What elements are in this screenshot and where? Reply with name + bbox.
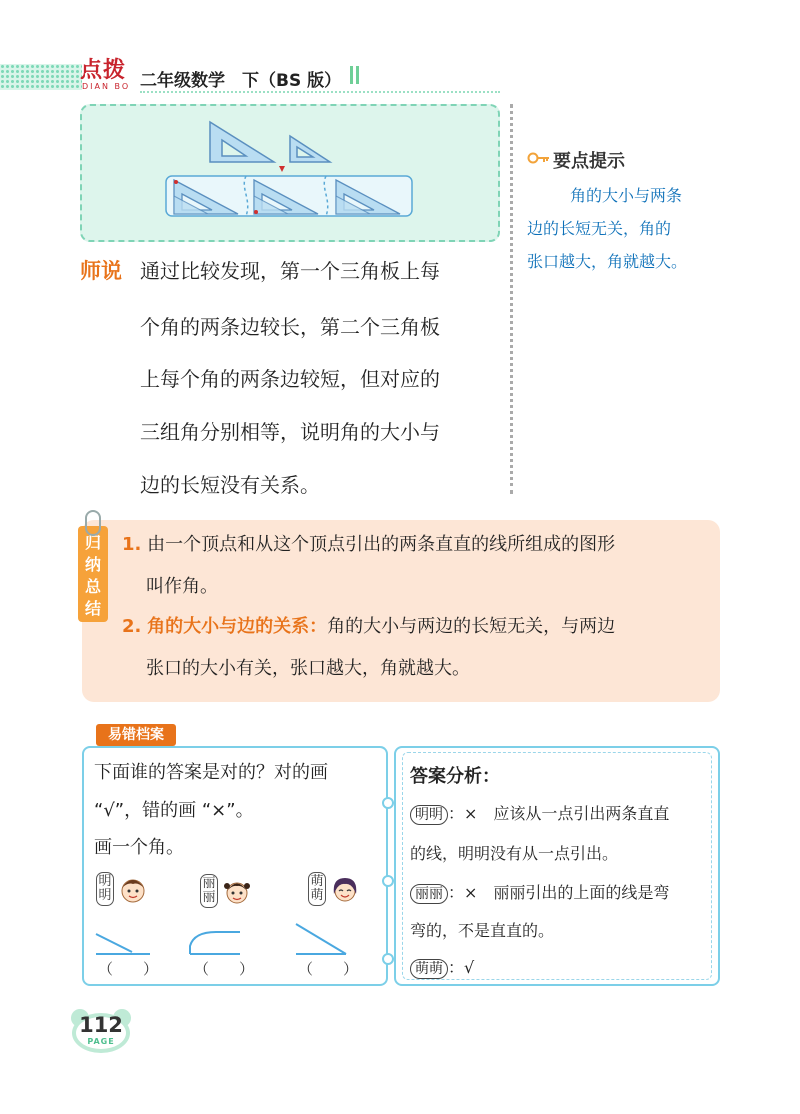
analysis-text: ：√ <box>448 958 475 977</box>
summary-item-text: 由一个顶点和从这个顶点引出的两条直直的线所组成的图形 <box>147 534 616 555</box>
kid-name-tag: 萌萌 <box>308 872 326 906</box>
analysis-text: ：× 丽丽引出的上面的线是弯 <box>448 883 670 902</box>
teacher-text-line: 通过比较发现，第一个三角板上每 <box>140 259 440 283</box>
tips-text-line: 角的大小与两条 <box>570 186 683 205</box>
mengmeng-angle-line <box>296 924 346 954</box>
summary-tab <box>78 526 108 622</box>
summary-item-number: 1. <box>122 534 142 555</box>
summary-item-number: 2. <box>122 616 142 637</box>
question-text-line: 画一个角。 <box>94 837 184 858</box>
summary-tab-char: 纳 <box>84 555 101 574</box>
header-decor-strip <box>0 64 82 90</box>
brand-logo-cn: 点拨 <box>80 57 127 83</box>
summary-tab-char: 结 <box>84 599 101 618</box>
analysis-line: 弯的，不是直直的。 <box>410 921 555 940</box>
summary-item-1-cont: 叫作角。 <box>146 576 218 597</box>
boy-avatar-icon <box>118 874 148 904</box>
summary-item-1 <box>122 530 615 556</box>
paper-clip-icon <box>85 510 101 536</box>
tips-text-line: 边的长短无关，角的 <box>527 219 672 238</box>
answer-bracket[interactable]: （ ） <box>194 960 255 978</box>
binder-ring-icon <box>382 953 394 965</box>
question-text-line: 下面谁的答案是对的？对的画 <box>94 762 328 783</box>
summary-tab-char: 总 <box>84 577 101 596</box>
triangle-comparison-figure <box>80 104 500 242</box>
teacher-text-line: 个角的两条边较长，第二个三角板 <box>140 315 440 339</box>
answer-bracket[interactable]: （ ） <box>98 960 159 978</box>
header-bars-decor <box>350 66 362 84</box>
column-divider <box>510 104 513 494</box>
binder-ring-icon <box>382 797 394 809</box>
mingming-angle-line <box>96 934 132 952</box>
teacher-says-label: 师说 <box>80 259 122 283</box>
page-label: PAGE <box>87 1037 115 1046</box>
book-title: 二年级数学 下（BS 版） <box>140 71 342 91</box>
teacher-text-line: 三组角分别相等，说明角的大小与 <box>140 420 440 444</box>
analysis-line <box>410 955 474 979</box>
angle-drawings <box>90 920 380 960</box>
analysis-name-tag: 明明 <box>410 805 448 825</box>
girl-avatar-icon <box>222 876 252 906</box>
binder-ring-icon <box>382 875 394 887</box>
tips-text-line: 张口越大，角就越大。 <box>527 252 688 271</box>
analysis-line <box>410 880 669 904</box>
teacher-text-line: 边的长短没有关系。 <box>140 473 320 497</box>
arrow-down-icon <box>279 166 285 172</box>
teacher-text-line: 上每个角的两条边较短，但对应的 <box>140 367 440 391</box>
analysis-line: 的线，明明没有从一点引出。 <box>410 844 619 863</box>
mistake-file-tag: 易错档案 <box>96 724 176 746</box>
analysis-line <box>410 801 669 825</box>
analysis-name-tag: 丽丽 <box>410 884 448 904</box>
analysis-text: ：× 应该从一点引出两条直直 <box>448 804 670 823</box>
girl-avatar-icon <box>330 874 360 904</box>
header-dotted-rule <box>140 91 500 93</box>
tips-title: 要点提示 <box>553 151 625 172</box>
kid-name-tag: 明明 <box>96 872 114 906</box>
summary-item-2-cont: 张口的大小有关，张口越大，角就越大。 <box>146 658 470 679</box>
brand-logo-en: DIAN BO <box>82 82 131 91</box>
kid-name-tag: 丽丽 <box>200 874 218 908</box>
lili-angle-curve <box>190 932 240 954</box>
brand-logo <box>80 58 132 98</box>
summary-tab-char: 归 <box>84 533 101 552</box>
analysis-title: 答案分析： <box>410 766 500 787</box>
summary-item-highlight: 角的大小与边的关系： <box>147 616 328 637</box>
answer-bracket[interactable]: （ ） <box>298 960 359 978</box>
triangles-illustration <box>82 106 498 240</box>
page-number: 112 <box>79 1013 123 1037</box>
summary-item-2 <box>122 612 615 638</box>
summary-item-text: 角的大小与两边的长短无关，与两边 <box>327 616 616 637</box>
question-text-line: “√”，错的画 “×”。 <box>94 800 254 821</box>
key-icon <box>527 150 551 166</box>
analysis-name-tag: 萌萌 <box>410 959 448 979</box>
